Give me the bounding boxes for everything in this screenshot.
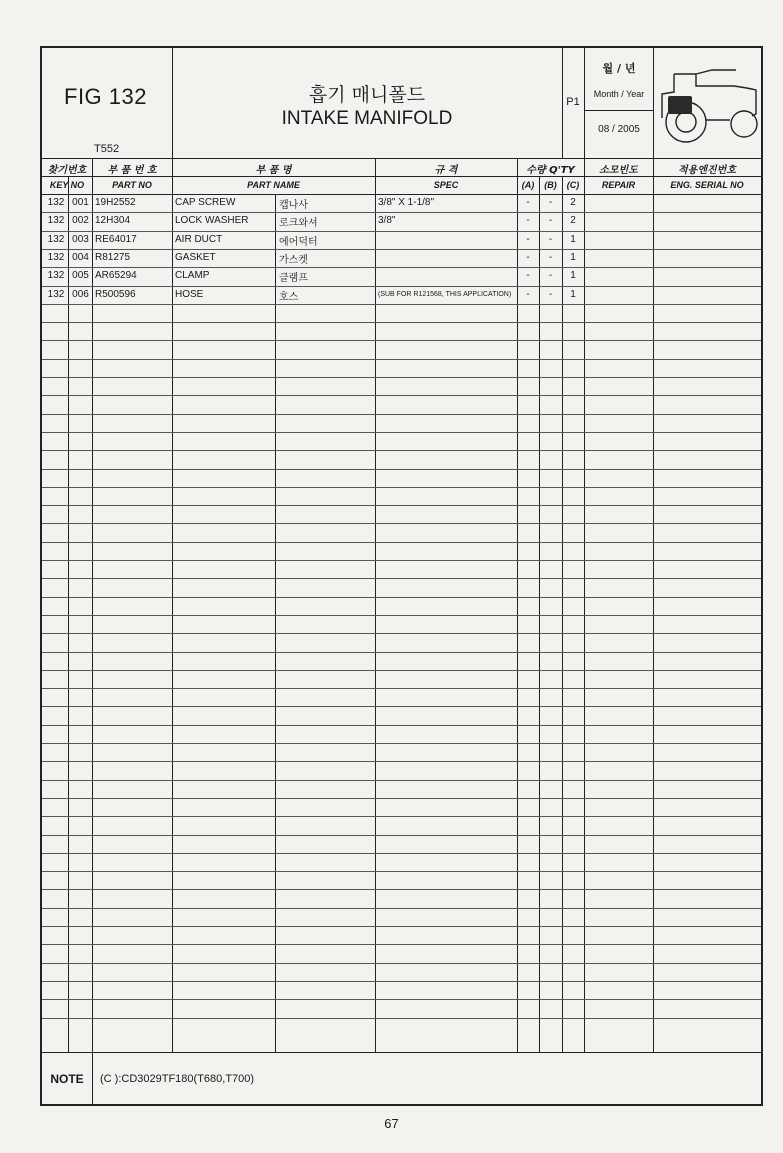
- qty-header: 수량 Q'TY: [526, 165, 575, 176]
- key-no-cell: 002: [72, 215, 89, 227]
- table-row: [42, 231, 761, 249]
- part-name-cell: CLAMP: [175, 270, 210, 282]
- spec-cell: (SUB FOR R121568, THIS APPLICATION): [378, 290, 512, 298]
- part-name-ko-cell: 호스: [279, 291, 299, 303]
- spec-cell: 3/8": [378, 215, 396, 227]
- table-row: [42, 212, 761, 230]
- title-korean: 흡기 매니폴드: [308, 84, 426, 106]
- part-name-cell: LOCK WASHER: [175, 215, 249, 227]
- part-no-cell: AR65294: [95, 270, 137, 282]
- qty-c-cell: 1: [570, 270, 576, 282]
- key-no-cell: 005: [72, 270, 89, 282]
- qty-a-cell: -: [526, 233, 530, 245]
- table-row: [42, 267, 761, 285]
- fig-cell: 132: [47, 215, 65, 227]
- part-name-cell: GASKET: [175, 251, 216, 263]
- fig-cell: 132: [47, 197, 65, 208]
- parts-sheet: [40, 46, 763, 1106]
- qty-a-header: (A): [521, 180, 535, 190]
- key-no-header-ko: 찾기번호: [47, 165, 87, 176]
- fig-cell: 132: [47, 288, 65, 300]
- part-no-header-ko: 부 품 번 호: [107, 165, 157, 176]
- key-no-cell: 003: [72, 233, 89, 245]
- serial-header: ENG. SERIAL NO: [670, 180, 744, 190]
- part-name-ko-cell: 로크와셔: [279, 218, 318, 230]
- part-name-cell: CAP SCREW: [175, 197, 236, 208]
- qty-a-cell: -: [526, 215, 530, 227]
- part-name-ko-cell: 에어덕터: [279, 236, 318, 248]
- table-row: [42, 194, 761, 212]
- note-text: (C ):CD3029TF180(T680,T700): [100, 1073, 255, 1085]
- qty-c-header: (C): [566, 180, 580, 190]
- qty-c-cell: 1: [570, 251, 576, 263]
- column-headers: [42, 158, 761, 195]
- qty-a-cell: -: [526, 197, 530, 208]
- spec-cell: 3/8" X 1-1/8": [378, 197, 435, 208]
- part-name-header: PART NAME: [247, 180, 300, 190]
- part-no-cell: 19H2552: [95, 197, 136, 208]
- key-no-header: KEY NO: [49, 180, 85, 190]
- note-section: [42, 1052, 761, 1105]
- table-row: [42, 286, 761, 304]
- month-year-label-ko: 월 / 년: [602, 62, 636, 75]
- qty-a-cell: -: [526, 251, 530, 263]
- part-no-cell: RE64017: [95, 233, 137, 245]
- tractor-icon: [656, 62, 760, 146]
- qty-a-cell: -: [526, 270, 530, 282]
- month-year-label-en: Month / Year: [593, 89, 645, 99]
- qty-a-cell: -: [526, 288, 530, 300]
- repair-header: REPAIR: [601, 180, 636, 190]
- part-name-cell: HOSE: [175, 288, 204, 300]
- qty-b-cell: -: [548, 288, 553, 300]
- part-name-ko-cell: 가스켓: [279, 254, 308, 266]
- parts-table: [42, 194, 761, 1052]
- qty-b-cell: -: [548, 270, 553, 282]
- title-english: INTAKE MANIFOLD: [281, 108, 453, 129]
- spec-header: SPEC: [433, 180, 459, 190]
- page-number: 67: [384, 1116, 399, 1131]
- qty-c-cell: 2: [570, 197, 576, 208]
- qty-c-cell: 2: [570, 215, 576, 227]
- part-no-cell: R81275: [95, 251, 131, 263]
- part-name-cell: AIR DUCT: [175, 233, 223, 245]
- note-label: NOTE: [50, 1072, 84, 1086]
- part-no-cell: 12H304: [95, 215, 131, 227]
- part-name-ko-cell: 캡나사: [279, 200, 308, 211]
- key-no-cell: 006: [72, 288, 89, 300]
- qty-b-cell: -: [548, 215, 553, 227]
- qty-b-cell: -: [548, 197, 553, 208]
- part-name-ko-cell: 클램프: [279, 273, 308, 285]
- qty-c-cell: 1: [570, 233, 576, 245]
- table-row: [42, 249, 761, 267]
- spec-header-ko: 규 격: [434, 165, 458, 176]
- repair-header-ko: 소모빈도: [599, 165, 638, 176]
- fig-cell: 132: [47, 233, 65, 245]
- fig-cell: 132: [47, 270, 65, 282]
- month-year-value: 08 / 2005: [598, 124, 640, 135]
- qty-b-header: (B): [544, 180, 557, 190]
- qty-b-cell: -: [548, 251, 553, 263]
- page-code: P1: [566, 96, 580, 108]
- model-code: T552: [94, 143, 120, 155]
- serial-header-ko: 적용엔진번호: [678, 165, 736, 176]
- qty-c-cell: 1: [570, 288, 576, 300]
- key-no-cell: 004: [72, 251, 89, 263]
- part-no-cell: R500596: [95, 288, 136, 300]
- qty-b-cell: -: [548, 233, 553, 245]
- part-name-header-ko: 부 품 명: [255, 165, 292, 176]
- sheet-header: [42, 48, 761, 159]
- fig-cell: 132: [47, 251, 65, 263]
- figure-number: FIG 132: [64, 84, 147, 109]
- part-no-header: PART NO: [112, 180, 152, 190]
- key-no-cell: 001: [72, 197, 89, 208]
